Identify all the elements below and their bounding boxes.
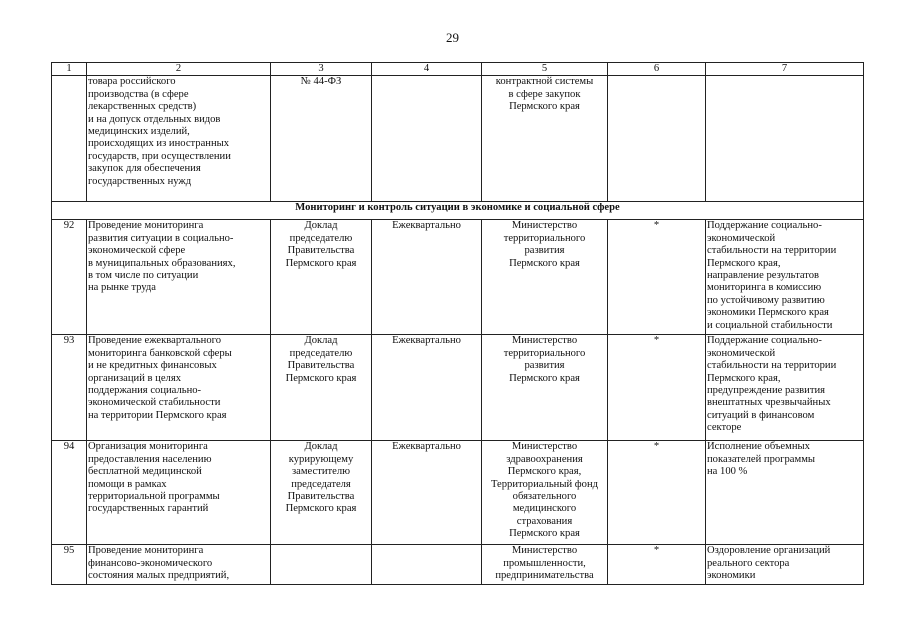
column-number: 4 bbox=[372, 63, 482, 76]
table-row bbox=[52, 335, 864, 441]
section-title: Мониторинг и контроль ситуации в экономике и социальной сфере bbox=[52, 202, 864, 220]
cell-period bbox=[372, 76, 482, 202]
column-number-row bbox=[52, 63, 864, 76]
table-row bbox=[52, 220, 864, 335]
column-number: 2 bbox=[87, 63, 271, 76]
cell-measure: Организация мониторинга предоставления населению бесплатной медицинской помощи в рамках территориальной программы государственных гарантий bbox=[87, 441, 271, 545]
cell-period bbox=[372, 545, 482, 585]
cell-measure: Проведение мониторинга финансово-экономического состояния малых предприятий, bbox=[87, 545, 271, 585]
cell-num bbox=[52, 76, 87, 202]
cell-form: Доклад курирующему заместителю председателя Правительства Пермского края bbox=[271, 441, 372, 545]
table-row bbox=[52, 441, 864, 545]
cell-result: Поддержание социально- экономической стабильности на территории Пермского края, направление результатов мониторинга в комиссию по устойчивому развитию экономики Пермского края и социальной стабильности bbox=[706, 220, 864, 335]
plan-table bbox=[51, 62, 864, 585]
cell-num: 93 bbox=[52, 335, 87, 441]
cell-responsible: контрактной системы в сфере закупок Пермского края bbox=[482, 76, 608, 202]
page-number: 29 bbox=[446, 30, 459, 45]
cell-num: 95 bbox=[52, 545, 87, 585]
cell-period: Ежеквартально bbox=[372, 441, 482, 545]
continuation-row bbox=[52, 76, 864, 202]
cell-form: Доклад председателю Правительства Пермского края bbox=[271, 220, 372, 335]
cell-responsible: Министерство территориального развития Пермского края bbox=[482, 335, 608, 441]
cell-num: 92 bbox=[52, 220, 87, 335]
cell-period: Ежеквартально bbox=[372, 220, 482, 335]
cell-mark: * bbox=[608, 545, 706, 585]
cell-mark: * bbox=[608, 220, 706, 335]
cell-responsible: Министерство здравоохранения Пермского края, Территориальный фонд обязательного медицинского страхования Пермского края bbox=[482, 441, 608, 545]
column-number: 7 bbox=[706, 63, 864, 76]
cell-measure: Проведение мониторинга развития ситуации в социально- экономической сфере в муниципальных образованиях, в том числе по ситуации на рынке труда bbox=[87, 220, 271, 335]
column-number: 3 bbox=[271, 63, 372, 76]
cell-result bbox=[706, 76, 864, 202]
section-row bbox=[52, 202, 864, 220]
table-row bbox=[52, 545, 864, 585]
cell-responsible: Министерство промышленности, предпринимательства bbox=[482, 545, 608, 585]
cell-measure: товара российского производства (в сфере лекарственных средств) и на допуск отдельных видов медицинских изделий, происходящих из иностранных государств, при осуществлении закупок для обеспечения государственных нужд bbox=[87, 76, 271, 202]
cell-mark bbox=[608, 76, 706, 202]
cell-form: № 44-ФЗ bbox=[271, 76, 372, 202]
column-number: 1 bbox=[52, 63, 87, 76]
cell-form bbox=[271, 545, 372, 585]
cell-mark: * bbox=[608, 441, 706, 545]
cell-mark: * bbox=[608, 335, 706, 441]
column-number: 5 bbox=[482, 63, 608, 76]
cell-form: Доклад председателю Правительства Пермского края bbox=[271, 335, 372, 441]
cell-result: Поддержание социально- экономической стабильности на территории Пермского края, предупреждение развития внештатных чрезвычайных ситуаций в финансовом секторе bbox=[706, 335, 864, 441]
cell-responsible: Министерство территориального развития Пермского края bbox=[482, 220, 608, 335]
column-number: 6 bbox=[608, 63, 706, 76]
cell-result: Исполнение объемных показателей программы на 100 % bbox=[706, 441, 864, 545]
cell-num: 94 bbox=[52, 441, 87, 545]
cell-measure: Проведение ежеквартального мониторинга банковской сферы и не кредитных финансовых организаций в целях поддержания социально- экономической стабильности на территории Пермского края bbox=[87, 335, 271, 441]
cell-period: Ежеквартально bbox=[372, 335, 482, 441]
cell-result: Оздоровление организаций реального сектора экономики bbox=[706, 545, 864, 585]
